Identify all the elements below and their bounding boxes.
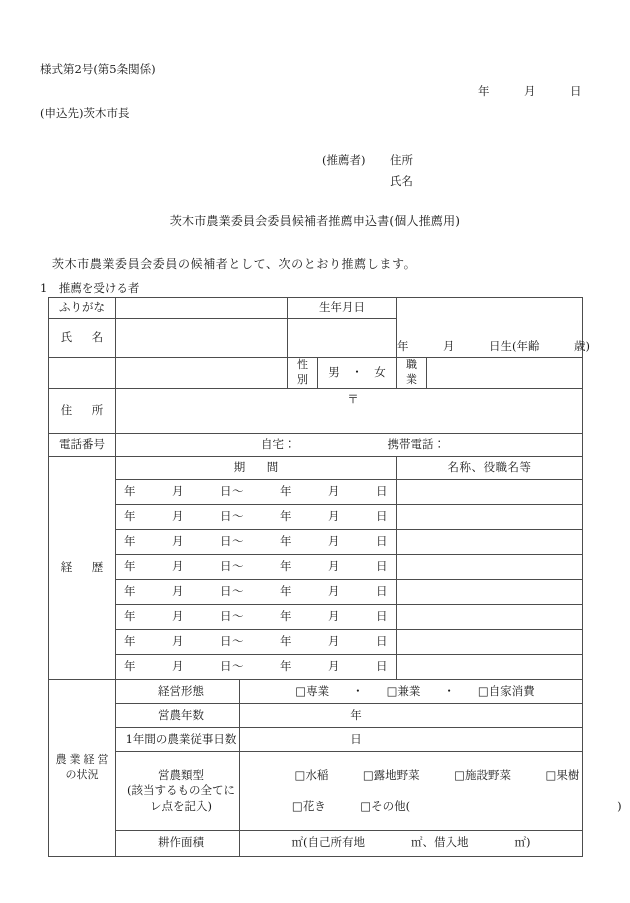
table-row-career [49,580,583,605]
agriculture-label [49,680,116,857]
table-row-gender-occupation [49,358,583,389]
farm-type-label-line1: 営農類型 [158,767,204,782]
postal-mark: 〒 [347,392,359,406]
career-name[interactable] [397,605,583,630]
career-name-header: 名称、役職名等 [397,457,583,480]
table-row-career [49,530,583,555]
section-title: 推薦を受ける者 [58,281,140,295]
main-form-table-wrapper [48,297,622,857]
table-row-career [49,630,583,655]
phone-home-label: 自宅： [261,437,296,452]
furigana-value[interactable] [116,298,288,319]
table-row-career [49,505,583,530]
career-period[interactable]: 年 月 日～ 年 月 日 [116,630,397,655]
gender-label: 性 別 [288,358,318,389]
gender-options[interactable]: 男 ・ 女 [318,358,397,389]
name-value[interactable] [116,319,288,358]
career-name[interactable] [397,655,583,680]
birth-label: 生年月日 [319,300,365,315]
phone-label: 電話番号 [49,434,116,457]
career-period[interactable]: 年 月 日～ 年 月 日 [116,480,397,505]
career-period[interactable]: 年 月 日～ 年 月 日 [116,505,397,530]
career-label: 経 歴 [49,457,116,680]
career-period-header: 期 間 [116,457,397,480]
table-row-farm-type [49,752,583,831]
recommender-label: (推薦者) [322,153,366,167]
main-form-table [48,297,622,857]
table-row-management-type [49,680,583,704]
farm-type-options-row2[interactable]: □花き □その他( ) [291,798,622,813]
management-type-options[interactable]: □専業 ・ □兼業 ・ □自家消費 [240,680,583,704]
management-type-label: 経営形態 [116,680,240,704]
farming-years-value[interactable]: 年 [240,704,583,728]
table-row-cultivated-area [49,830,583,856]
table-row-career [49,655,583,680]
recommender-address-label: 住所 [390,153,413,167]
cultivated-area-label: 耕作面積 [116,830,240,856]
career-period[interactable]: 年 月 日～ 年 月 日 [116,530,397,555]
phone-value[interactable] [116,434,583,457]
career-name[interactable] [397,530,583,555]
farm-type-options-row1[interactable]: □水稲 □露地野菜 □施設野菜 □果樹 [294,767,580,782]
career-name[interactable] [397,630,583,655]
recommender-address-row [322,150,413,171]
table-row-career [49,605,583,630]
phone-mobile-label: 携帯電話： [387,437,445,452]
table-row-phone [49,434,583,457]
name-label: 氏 名 [49,319,116,358]
career-name[interactable] [397,580,583,605]
career-period[interactable]: 年 月 日～ 年 月 日 [116,655,397,680]
address-value[interactable] [116,389,583,434]
farm-type-options[interactable] [240,752,622,831]
career-name[interactable] [397,505,583,530]
birth-value[interactable]: 年 月 日生(年齢 歳) [397,298,583,358]
submission-date-line: 年 月 日 [478,84,582,98]
section-number: 1 [40,281,48,295]
farm-type-label [116,752,240,831]
page-title: 茨木市農業委員会委員候補者推薦申込書(個人推薦用) [169,214,461,228]
agriculture-label-line2: の状況 [65,767,99,781]
table-row-farming-years [49,704,583,728]
working-days-label: 1年間の農業従事日数 [116,728,240,752]
addressee-line: (申込先)茨木市長 [40,106,130,120]
name-label-spacer-a [49,358,116,389]
birth-label-filler [288,319,397,358]
lead-paragraph: 茨木市農業委員会委員の候補者として、次のとおり推薦します。 [52,257,417,271]
career-period[interactable]: 年 月 日～ 年 月 日 [116,580,397,605]
career-name[interactable] [397,555,583,580]
farm-type-label-line2: (該当するもの全てに [127,783,235,798]
table-row-address [49,389,583,434]
recommender-name-row [322,171,413,192]
section-heading [40,280,139,296]
farm-type-label-line3: レ点を記入) [150,798,212,813]
table-row-furigana [49,298,583,319]
table-row-career [49,555,583,580]
form-number: 様式第2号(第5条関係) [40,62,156,76]
table-row-career-header [49,457,583,480]
career-name[interactable] [397,480,583,505]
recommender-name-label: 氏名 [390,174,413,188]
recommender-block [322,150,413,192]
furigana-label: ふりがな [49,298,116,319]
occupation-value[interactable] [427,358,583,389]
career-period[interactable]: 年 月 日～ 年 月 日 [116,555,397,580]
name-value-spacer[interactable] [116,358,288,389]
address-label: 住 所 [49,389,116,434]
birth-label-cell [288,298,397,319]
occupation-label: 職 業 [397,358,427,389]
farming-years-label: 営農年数 [116,704,240,728]
agriculture-label-line1: 農業経営 [55,752,112,766]
working-days-value[interactable]: 日 [240,728,583,752]
cultivated-area-value[interactable]: ㎡(自己所有地 ㎡、借入地 ㎡) [240,830,583,856]
career-period[interactable]: 年 月 日～ 年 月 日 [116,605,397,630]
table-row-working-days [49,728,583,752]
table-row-career [49,480,583,505]
